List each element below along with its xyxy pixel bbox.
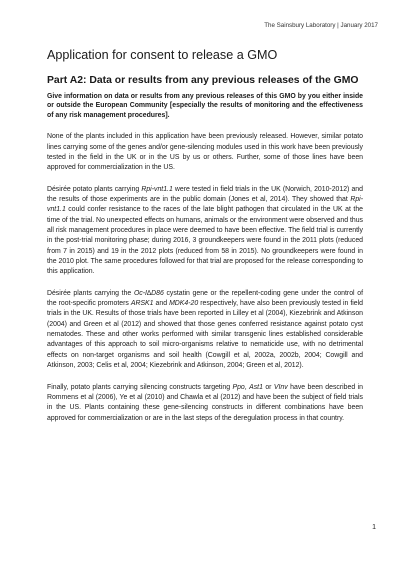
- section-title: Part A2: Data or results from any previous releases of the GMO: [47, 75, 359, 86]
- promoter-name: MDK4-20: [169, 300, 199, 308]
- gene-name: VInv: [273, 383, 288, 391]
- text-run: could confer resistance to the races of the late blight pathogen that circulated in the UK at the time of the trial. No unexpected effects on humans, animals or the environment were observed and thus all risk management procedures in place were deemed to have been effective. The field trial is currently in the post-trial monitoring phase; during 2016, 3 groundkeepers were found in the 2011 plots (reduced from 7 in 2015) and 19 in the 2012 plots (reduced from 58 in 2015). No groundkeepers were found in the 2010 plot. The same procedures followed for that trial are proposed for the release corresponding to this application.: [47, 206, 363, 276]
- text-run: cystatin gene or the repellent-coding gene under the control of the root-specific promoters: [47, 289, 363, 308]
- paragraph-rpi-vnt1: [47, 185, 363, 278]
- gene-name: Rpi-vnt1.1: [47, 196, 363, 214]
- promoter-name: ARSK1: [130, 300, 154, 308]
- text-run: and: [153, 300, 170, 308]
- text-run: ,: [244, 383, 250, 391]
- page-number: 1: [372, 524, 376, 531]
- gene-name: Rpi-vnt1.1: [141, 185, 173, 193]
- running-header: The Sainsbury Laboratory | January 2017: [264, 22, 378, 29]
- text-run: Désirée plants carrying the: [47, 289, 134, 297]
- gene-name: Oc-I∆D86: [133, 289, 164, 297]
- text-run: Désirée potato plants carrying: [47, 185, 142, 193]
- gene-name: Ast1: [249, 383, 263, 391]
- text-run: respectively, have also been previously tested in field trials in the UK. Results of those trials have been reported in Lilley et al (2004), Kiezebrink and Atkinson (2004) and Green et al (2012) and showed that those genes conferred resistance against potato cyst nematodes. These and other works performed with similar transgenic lines established considerable advantages of this approach to soil micro-organisms relative to nematicide use, with no detrimental effects on non-target organisms and soil health (Cowgill et al, 2002a, 2002b, 2004; Cowgill and Atkinson, 2003; Celis et al, 2004; Kiezebrink and Atkinson, 2004; Green et al, 2012).: [47, 300, 363, 370]
- text-run: or: [262, 383, 274, 391]
- paragraph-cystatin: [47, 289, 363, 372]
- gene-name: Ppo: [232, 383, 245, 391]
- text-run: have been described in Rommens et al (2006), Ye et al (2010) and Chawla et al (2012) and have been the subject of field trials in the US. Plants containing these gene-silencing constructs in different combinations have been approved for commercialization or are in the last steps of the deregulation process in that country.: [47, 383, 363, 422]
- text-run: were tested in field trials in the UK (Norwich, 2010-2012) and the results of those experiments are in the public domain (Jones et al, 2014). They showed that: [47, 185, 363, 203]
- page-content: [47, 48, 363, 424]
- document-title: Application for consent to release a GMO: [47, 48, 278, 62]
- paragraph-previous-releases: None of the plants included in this application have been previously released. However, similar potato lines carrying some of the genes and/or gene-silencing modules used in this work have been previously tested in the field in the UK or in the US by us or others. Further, some of those lines have been approved for commercialization in the US.: [47, 133, 363, 172]
- section-instructions: Give information on data or results from any previous releases of this GMO by you either inside or outside the European Community [especially the results of monitoring and the effectiveness of any risk management procedures].: [47, 92, 363, 119]
- paragraph-silencing-constructs: [47, 383, 363, 424]
- text-run: Finally, potato plants carrying silencing constructs targeting: [47, 383, 233, 391]
